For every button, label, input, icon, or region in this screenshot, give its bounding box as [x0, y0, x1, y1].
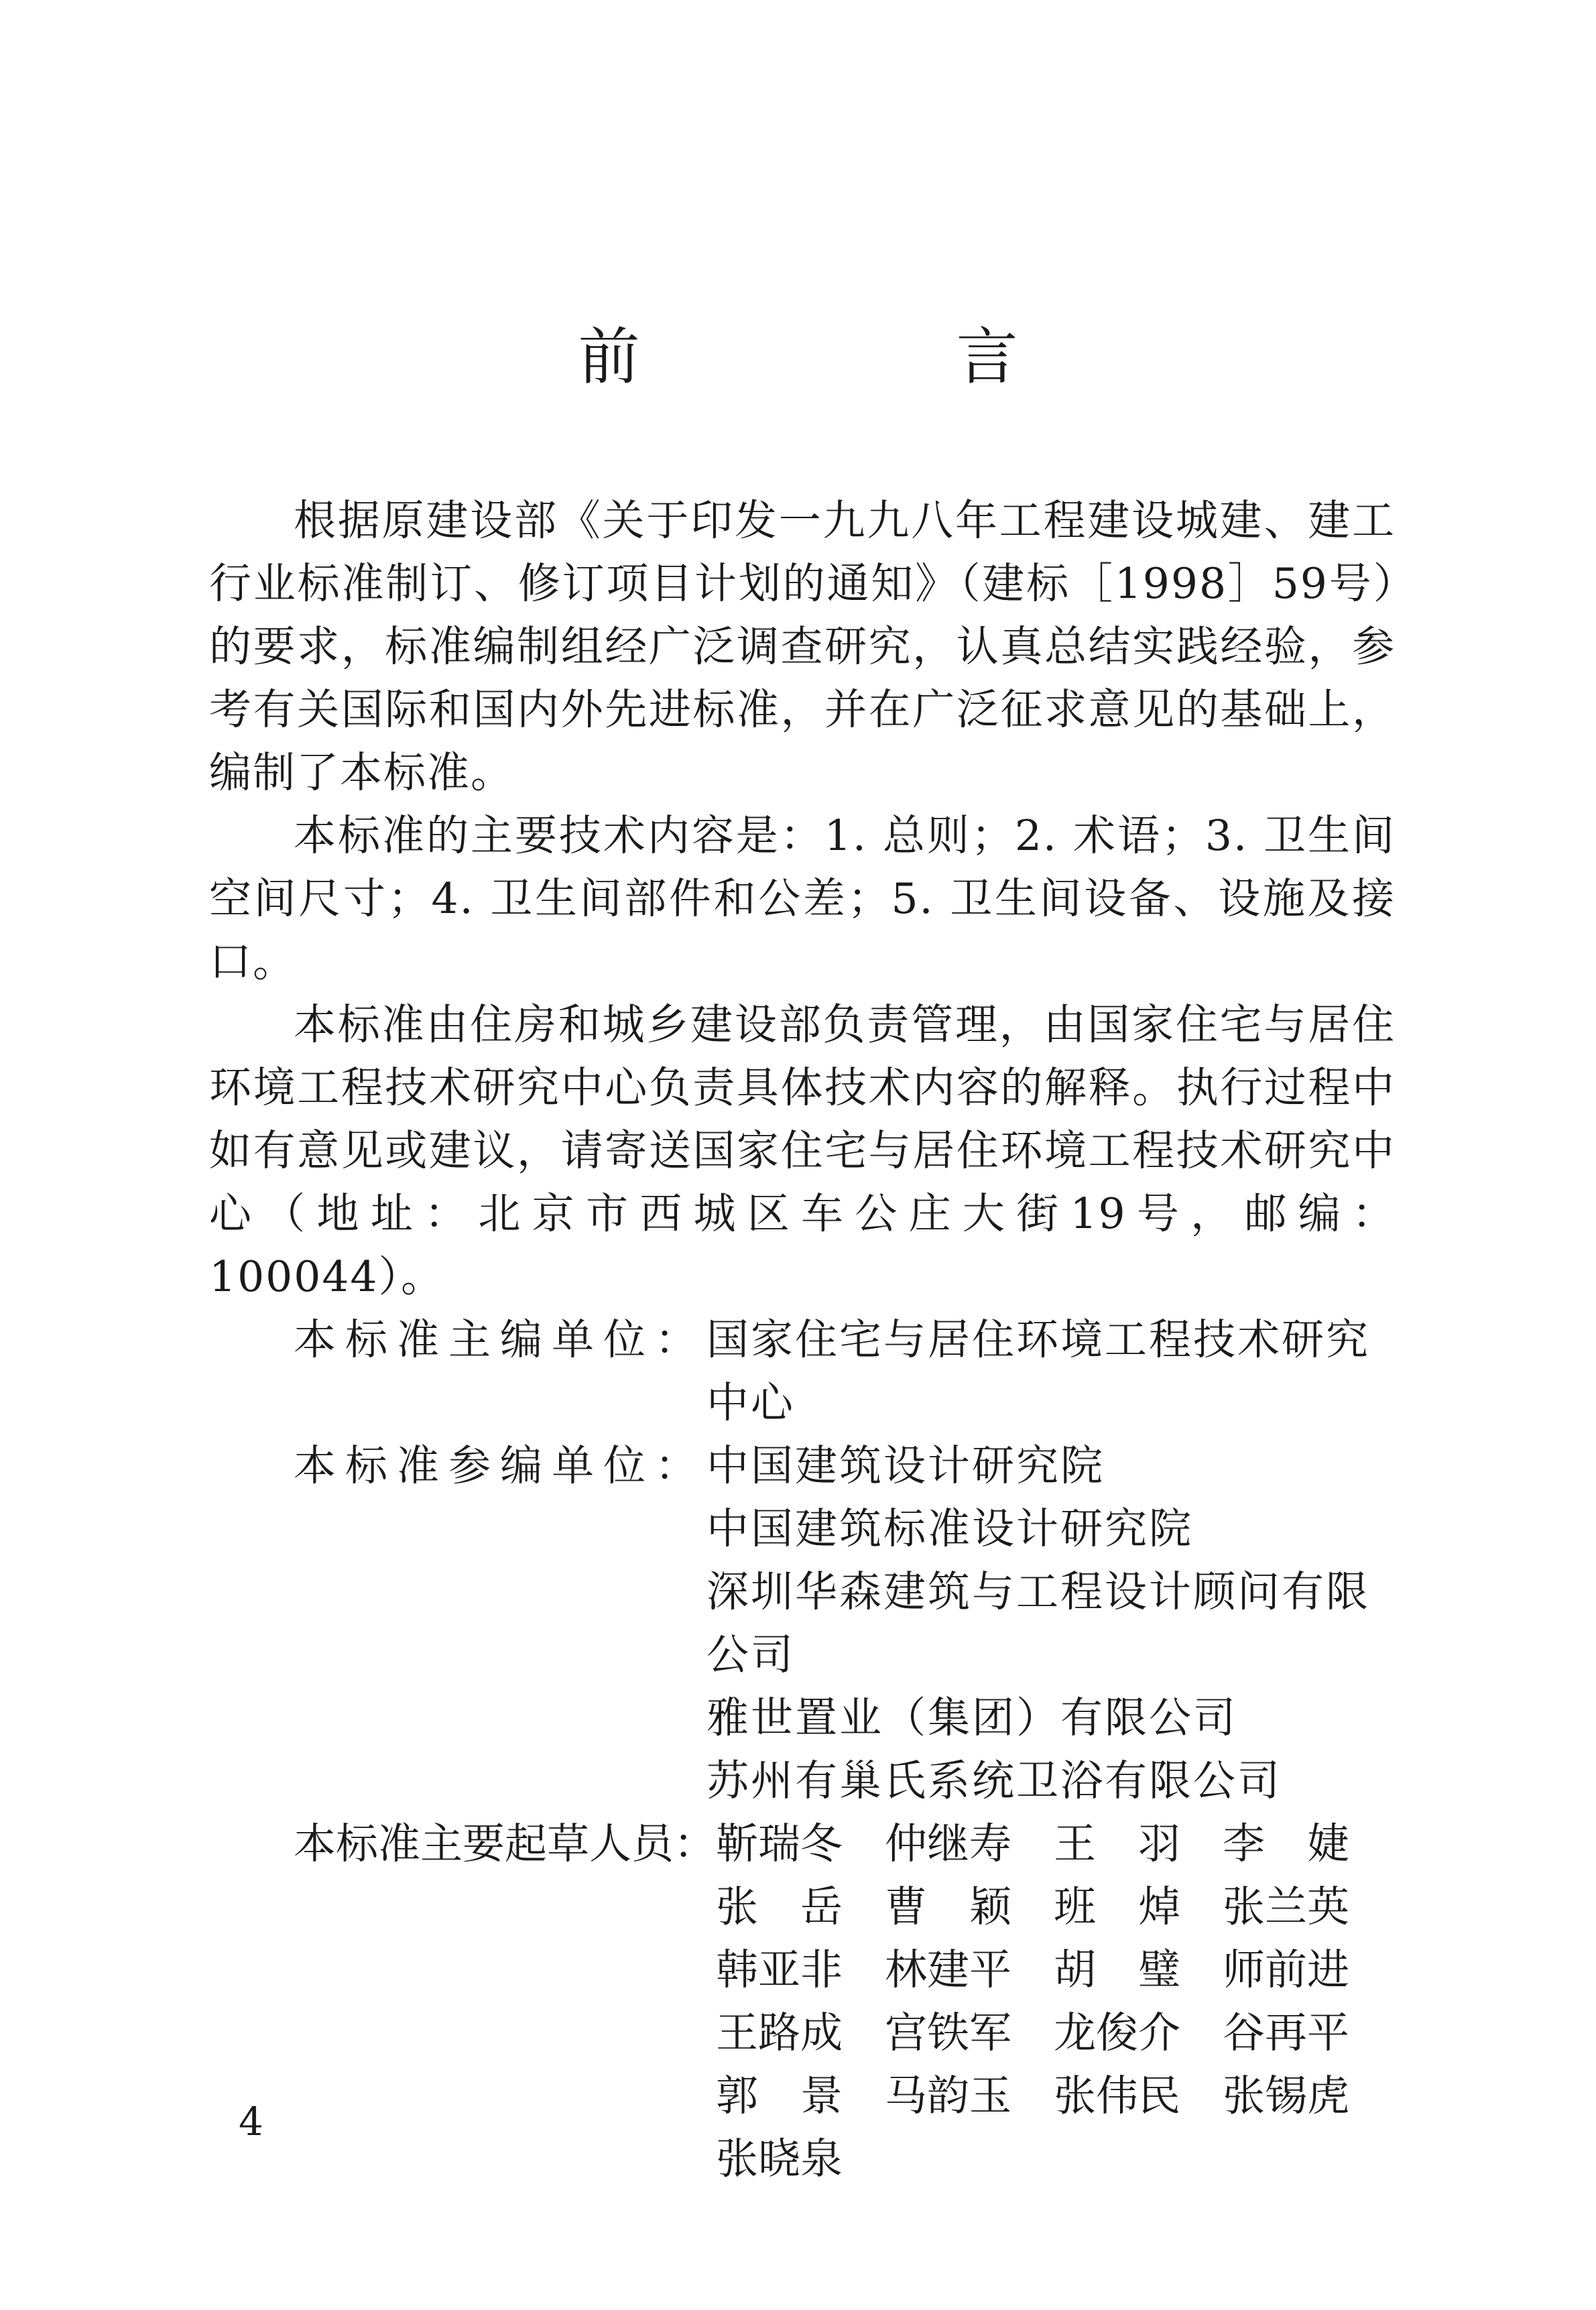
participant-line: 公司 — [707, 1630, 795, 1679]
chief-editor-row — [209, 1309, 1396, 1435]
drafter-name: 韩亚非 — [716, 1945, 843, 1994]
drafter-name: 郭 景 — [716, 2071, 843, 2120]
drafter-name: 宫铁军 — [885, 2008, 1011, 2057]
participants-label: 本标准参编单位： — [294, 1441, 707, 1490]
drafter-name: 仲继寿 — [885, 1819, 1011, 1868]
drafter-name: 张兰英 — [1223, 1882, 1349, 1931]
participant-line: 中国建筑设计研究院 — [707, 1441, 1105, 1490]
drafter-name: 师前进 — [1223, 1945, 1349, 1994]
participant-line: 苏州有巢氏系统卫浴有限公司 — [707, 1756, 1282, 1805]
participant-line: 中国建筑标准设计研究院 — [707, 1504, 1193, 1553]
participant-line: 雅世置业（集团）有限公司 — [707, 1693, 1237, 1742]
drafter-name: 胡 璧 — [1054, 1945, 1180, 1994]
preface-body — [209, 489, 1396, 2191]
page-title: 前 言 — [578, 321, 1146, 393]
page-number: 4 — [239, 2099, 263, 2144]
participants-values — [707, 1435, 1396, 1813]
participants-row — [209, 1435, 1396, 1813]
paragraph-main-contents: 本标准的主要技术内容是：1. 总则；2. 术语；3. 卫生间空间尺寸；4. 卫生间部件和公差；5. 卫生间设备、设施及接口。 — [209, 811, 1396, 986]
drafter-name: 班 焯 — [1054, 1882, 1180, 1931]
chief-editor-values — [707, 1309, 1396, 1435]
drafters-label: 本标准主要起草人员： — [294, 1819, 716, 1868]
drafter-name: 林建平 — [885, 1945, 1011, 1994]
drafter-name: 龙俊介 — [1054, 2008, 1180, 2057]
paragraph-administration: 本标准由住房和城乡建设部负责管理，由国家住宅与居住环境工程技术研究中心负责具体技术内容的解释。执行过程中如有意见或建议，请寄送国家住宅与居住环境工程技术研究中心（地址：北京市西城区车公庄大街19号，邮编：100044）。 — [209, 1000, 1396, 1301]
paragraph-background: 根据原建设部《关于印发一九九八年工程建设城建、建工行业标准制订、修订项目计划的通知》（建标［1998］59号）的要求，标准编制组经广泛调查研究，认真总结实践经验，参考有关国际和国内外先进标准，并在广泛征求意见的基础上，编制了本标准。 — [209, 496, 1396, 797]
drafter-name: 谷再平 — [1223, 2008, 1349, 2057]
chief-editor-line: 中心 — [707, 1378, 795, 1427]
chief-editor-label: 本标准主编单位： — [294, 1315, 707, 1364]
drafter-name: 张锡虎 — [1223, 2071, 1349, 2120]
participant-line: 深圳华森建筑与工程设计顾问有限 — [707, 1567, 1370, 1616]
drafter-name: 张 岳 — [716, 1882, 843, 1931]
drafter-name: 张伟民 — [1054, 2071, 1180, 2120]
drafters-row — [209, 1813, 1396, 2191]
drafter-name: 张晓泉 — [716, 2134, 843, 2183]
drafter-name: 王 羽 — [1054, 1819, 1180, 1868]
drafter-name: 马韵玉 — [885, 2071, 1011, 2120]
drafter-name: 曹 颖 — [885, 1882, 1011, 1931]
drafters-grid — [716, 1813, 1396, 2191]
drafter-name: 靳瑞冬 — [716, 1819, 843, 1868]
drafter-name: 李 婕 — [1223, 1819, 1349, 1868]
drafter-name: 王路成 — [716, 2008, 843, 2057]
chief-editor-line: 国家住宅与居住环境工程技术研究 — [707, 1315, 1370, 1364]
